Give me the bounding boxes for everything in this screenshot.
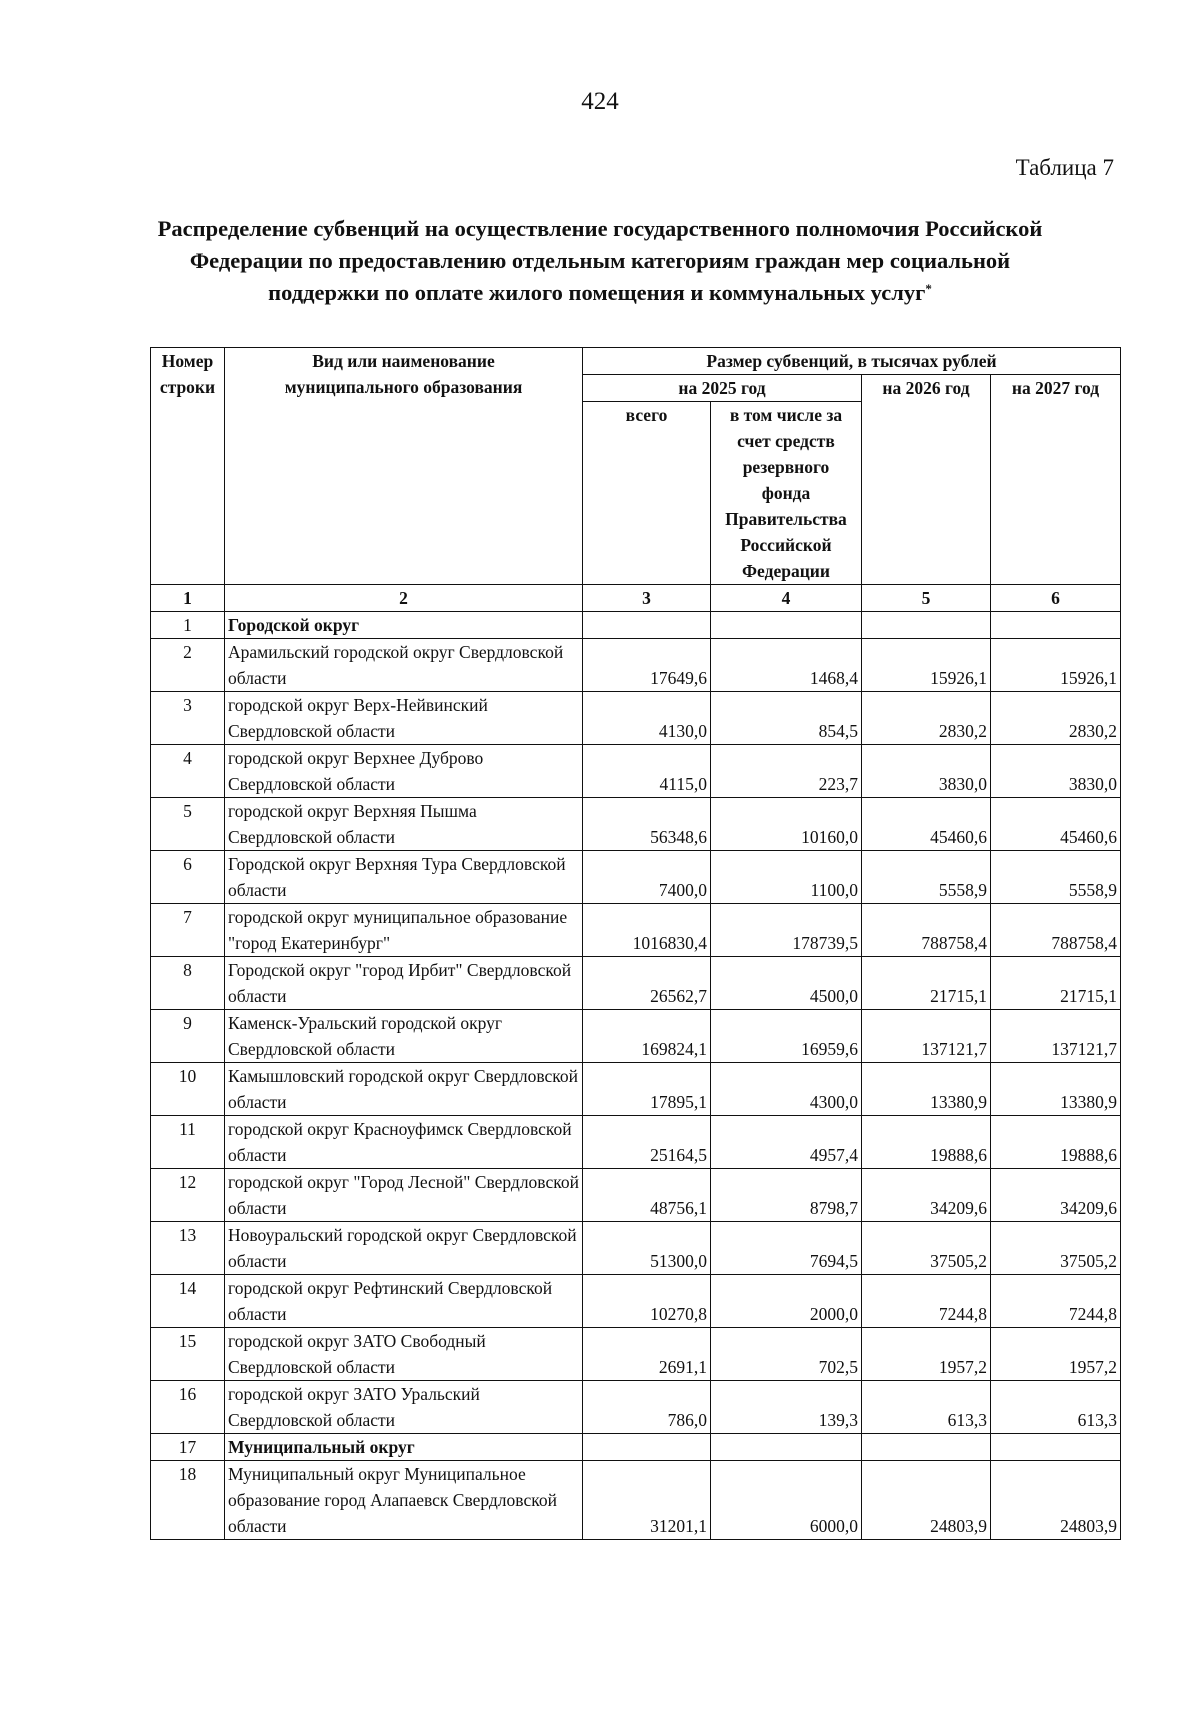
title-line-3-text: поддержки по оплате жилого помещения и коммунальных услуг <box>268 280 926 305</box>
row-total-2025: 169824,1 <box>583 1010 711 1063</box>
column-index: 5 <box>862 585 991 612</box>
row-amount-2027: 19888,6 <box>991 1116 1121 1169</box>
row-number: 1 <box>151 612 225 639</box>
row-number: 10 <box>151 1063 225 1116</box>
table-row <box>151 1381 1121 1434</box>
row-number: 5 <box>151 798 225 851</box>
row-name: городской округ ЗАТО Свободный Свердловской области <box>225 1328 583 1381</box>
header-2027: на 2027 год <box>991 375 1121 585</box>
row-amount-2027: 21715,1 <box>991 957 1121 1010</box>
row-amount-2027 <box>991 1434 1121 1461</box>
row-reserve-2025: 6000,0 <box>711 1461 862 1540</box>
row-total-2025: 25164,5 <box>583 1116 711 1169</box>
table-row <box>151 1116 1121 1169</box>
row-total-2025: 51300,0 <box>583 1222 711 1275</box>
header-2026: на 2026 год <box>862 375 991 585</box>
row-amount-2026: 2830,2 <box>862 692 991 745</box>
table-row <box>151 692 1121 745</box>
row-reserve-2025: 8798,7 <box>711 1169 862 1222</box>
table-body <box>151 585 1121 1540</box>
row-reserve-2025: 178739,5 <box>711 904 862 957</box>
table-row <box>151 1222 1121 1275</box>
row-number: 17 <box>151 1434 225 1461</box>
row-total-2025: 4130,0 <box>583 692 711 745</box>
row-reserve-2025: 139,3 <box>711 1381 862 1434</box>
header-name: Вид или наименование муниципального образования <box>225 348 583 585</box>
row-total-2025: 10270,8 <box>583 1275 711 1328</box>
row-reserve-2025: 854,5 <box>711 692 862 745</box>
row-amount-2027: 13380,9 <box>991 1063 1121 1116</box>
table-row <box>151 1169 1121 1222</box>
row-amount-2027 <box>991 612 1121 639</box>
row-number: 13 <box>151 1222 225 1275</box>
table-row <box>151 1275 1121 1328</box>
column-index: 4 <box>711 585 862 612</box>
table-row <box>151 612 1121 639</box>
table-row <box>151 1434 1121 1461</box>
row-amount-2026: 34209,6 <box>862 1169 991 1222</box>
row-name: городской округ "Город Лесной" Свердловской области <box>225 1169 583 1222</box>
row-name: Арамильский городской округ Свердловской области <box>225 639 583 692</box>
row-amount-2026: 45460,6 <box>862 798 991 851</box>
row-amount-2027: 3830,0 <box>991 745 1121 798</box>
row-number: 7 <box>151 904 225 957</box>
header-amount: Размер субвенций, в тысячах рублей <box>583 348 1121 375</box>
row-number: 2 <box>151 639 225 692</box>
row-reserve-2025: 4500,0 <box>711 957 862 1010</box>
row-amount-2026 <box>862 612 991 639</box>
subsidy-table <box>150 347 1121 1540</box>
table-row <box>151 639 1121 692</box>
row-name: городской округ Верхнее Дуброво Свердловской области <box>225 745 583 798</box>
row-amount-2027: 37505,2 <box>991 1222 1121 1275</box>
row-name: городской округ Верх-Нейвинский Свердловской области <box>225 692 583 745</box>
row-name: городской округ Рефтинский Свердловской области <box>225 1275 583 1328</box>
row-total-2025: 56348,6 <box>583 798 711 851</box>
row-reserve-2025: 223,7 <box>711 745 862 798</box>
row-reserve-2025: 4957,4 <box>711 1116 862 1169</box>
column-index: 1 <box>151 585 225 612</box>
row-amount-2027: 137121,7 <box>991 1010 1121 1063</box>
row-total-2025: 786,0 <box>583 1381 711 1434</box>
row-number: 18 <box>151 1461 225 1540</box>
table-row <box>151 798 1121 851</box>
row-name: Каменск-Уральский городской округ Свердловской области <box>225 1010 583 1063</box>
header-2025: на 2025 год <box>583 375 862 402</box>
header-total: всего <box>583 402 711 585</box>
row-amount-2026: 13380,9 <box>862 1063 991 1116</box>
row-total-2025: 17649,6 <box>583 639 711 692</box>
row-name: городской округ ЗАТО Уральский Свердловской области <box>225 1381 583 1434</box>
table-row <box>151 904 1121 957</box>
row-reserve-2025: 7694,5 <box>711 1222 862 1275</box>
row-total-2025: 26562,7 <box>583 957 711 1010</box>
row-total-2025: 17895,1 <box>583 1063 711 1116</box>
row-name: Городской округ Верхняя Тура Свердловской области <box>225 851 583 904</box>
row-number: 14 <box>151 1275 225 1328</box>
row-amount-2026: 19888,6 <box>862 1116 991 1169</box>
row-total-2025: 1016830,4 <box>583 904 711 957</box>
row-amount-2026: 137121,7 <box>862 1010 991 1063</box>
page-number: 424 <box>581 88 619 115</box>
column-index-row <box>151 585 1121 612</box>
row-amount-2027: 2830,2 <box>991 692 1121 745</box>
row-number: 12 <box>151 1169 225 1222</box>
row-amount-2026: 1957,2 <box>862 1328 991 1381</box>
document-title <box>130 213 1070 309</box>
column-index: 2 <box>225 585 583 612</box>
row-reserve-2025: 10160,0 <box>711 798 862 851</box>
row-amount-2027: 613,3 <box>991 1381 1121 1434</box>
row-reserve-2025 <box>711 1434 862 1461</box>
row-reserve-2025: 1100,0 <box>711 851 862 904</box>
row-amount-2026: 24803,9 <box>862 1461 991 1540</box>
row-amount-2026: 3830,0 <box>862 745 991 798</box>
row-name: Городской округ "город Ирбит" Свердловской области <box>225 957 583 1010</box>
header-reserve: в том числе за счет средств резервного фонда Правительства Российской Федерации <box>711 402 862 585</box>
row-amount-2027: 1957,2 <box>991 1328 1121 1381</box>
title-line-1: Распределение субвенций на осуществление государственного полномочия Российской <box>157 216 1043 241</box>
row-reserve-2025: 4300,0 <box>711 1063 862 1116</box>
row-amount-2026: 15926,1 <box>862 639 991 692</box>
row-name: городской округ муниципальное образование "город Екатеринбург" <box>225 904 583 957</box>
table-row <box>151 745 1121 798</box>
column-index: 3 <box>583 585 711 612</box>
table-label: Таблица 7 <box>1015 155 1114 180</box>
row-total-2025 <box>583 612 711 639</box>
row-number: 9 <box>151 1010 225 1063</box>
row-name: городской округ Верхняя Пышма Свердловской области <box>225 798 583 851</box>
row-amount-2027: 34209,6 <box>991 1169 1121 1222</box>
row-number: 3 <box>151 692 225 745</box>
row-name: городской округ Красноуфимск Свердловской области <box>225 1116 583 1169</box>
row-number: 4 <box>151 745 225 798</box>
table-row <box>151 1063 1121 1116</box>
row-name: Муниципальный округ <box>225 1434 583 1461</box>
row-reserve-2025: 1468,4 <box>711 639 862 692</box>
table-row <box>151 957 1121 1010</box>
row-amount-2026: 21715,1 <box>862 957 991 1010</box>
row-reserve-2025: 2000,0 <box>711 1275 862 1328</box>
row-amount-2026 <box>862 1434 991 1461</box>
row-number: 8 <box>151 957 225 1010</box>
row-total-2025: 48756,1 <box>583 1169 711 1222</box>
row-total-2025: 4115,0 <box>583 745 711 798</box>
row-amount-2027: 7244,8 <box>991 1275 1121 1328</box>
row-amount-2027: 45460,6 <box>991 798 1121 851</box>
row-amount-2026: 5558,9 <box>862 851 991 904</box>
table-row <box>151 1328 1121 1381</box>
row-amount-2026: 7244,8 <box>862 1275 991 1328</box>
row-amount-2027: 788758,4 <box>991 904 1121 957</box>
header-row-number: Номер строки <box>151 348 225 585</box>
title-line-2: Федерации по предоставлению отдельным категориям граждан мер социальной <box>189 248 1011 273</box>
row-amount-2027: 5558,9 <box>991 851 1121 904</box>
row-amount-2027: 15926,1 <box>991 639 1121 692</box>
row-name: Городской округ <box>225 612 583 639</box>
row-number: 6 <box>151 851 225 904</box>
table-row <box>151 1010 1121 1063</box>
row-total-2025: 31201,1 <box>583 1461 711 1540</box>
table-row <box>151 1461 1121 1540</box>
row-name: Муниципальный округ Муниципальное образование город Алапаевск Свердловской области <box>225 1461 583 1540</box>
row-reserve-2025 <box>711 612 862 639</box>
row-reserve-2025: 702,5 <box>711 1328 862 1381</box>
row-total-2025: 2691,1 <box>583 1328 711 1381</box>
row-amount-2026: 613,3 <box>862 1381 991 1434</box>
row-name: Новоуральский городской округ Свердловской области <box>225 1222 583 1275</box>
row-name: Камышловский городской округ Свердловской области <box>225 1063 583 1116</box>
column-index: 6 <box>991 585 1121 612</box>
row-number: 15 <box>151 1328 225 1381</box>
footnote-mark: * <box>925 281 932 296</box>
row-number: 16 <box>151 1381 225 1434</box>
row-amount-2027: 24803,9 <box>991 1461 1121 1540</box>
row-reserve-2025: 16959,6 <box>711 1010 862 1063</box>
title-line-3 <box>130 277 1070 309</box>
row-amount-2026: 788758,4 <box>862 904 991 957</box>
table-row <box>151 851 1121 904</box>
row-total-2025 <box>583 1434 711 1461</box>
row-total-2025: 7400,0 <box>583 851 711 904</box>
row-number: 11 <box>151 1116 225 1169</box>
row-amount-2026: 37505,2 <box>862 1222 991 1275</box>
